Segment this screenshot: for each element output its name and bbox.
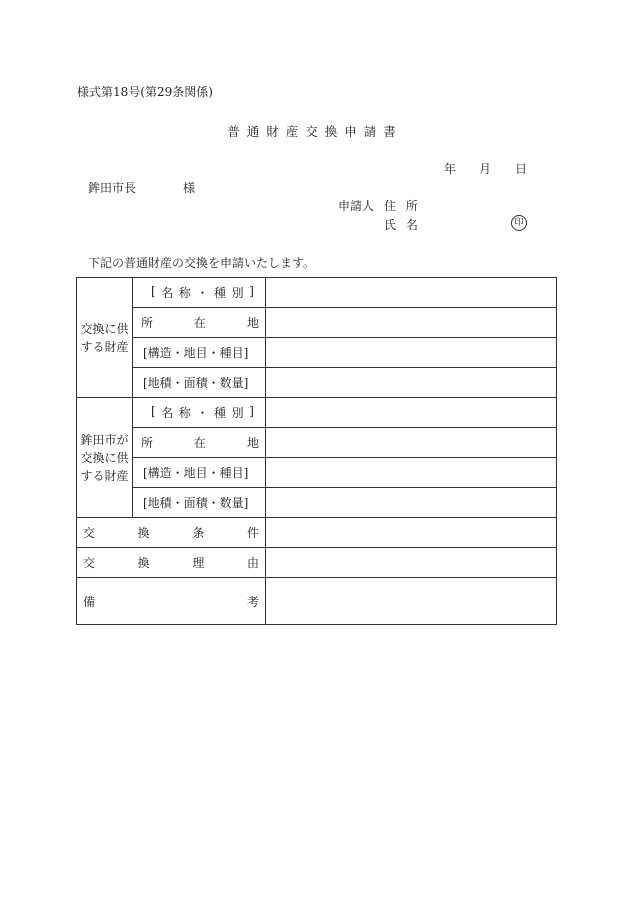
table-row (77, 368, 557, 398)
table-row (77, 308, 557, 338)
spread-label: [ 名 称 ・ 種 別 ] (151, 404, 254, 420)
value-cell-location[interactable] (266, 308, 557, 338)
table-row (77, 278, 557, 308)
address-label: 住 所 (384, 199, 421, 213)
row-label-remarks (77, 578, 266, 625)
value-cell-structure[interactable] (266, 338, 557, 368)
row-label-exchange-reason (77, 548, 266, 578)
group-offered-label-2: する財産 (80, 339, 129, 354)
spread-label: 交 換 理 由 (83, 556, 259, 570)
value-cell-name-type-2[interactable] (266, 398, 557, 428)
honorific: 様 (183, 181, 196, 195)
spread-label: [ 名 称 ・ 種 別 ] (151, 284, 254, 300)
row-label-name-type-2 (133, 398, 266, 428)
addressee: 鉾田市長 (88, 181, 137, 195)
date-day: 日 (515, 162, 528, 176)
name-label: 氏 名 (384, 218, 421, 232)
group-offered-property (77, 278, 133, 398)
seal-mark: 印 (511, 215, 527, 231)
value-cell-exchange-reason[interactable] (266, 548, 557, 578)
table-row (77, 488, 557, 518)
group-city-label-1: 鉾田市が (80, 432, 129, 447)
spread-label: 所 在 地 (141, 316, 259, 330)
group-city-label-3: する財産 (80, 468, 129, 483)
table-row (77, 458, 557, 488)
group-offered-label-1: 交換に供 (80, 321, 129, 336)
value-cell-name-type[interactable] (266, 278, 557, 308)
date-year: 年 (444, 162, 457, 176)
table-row (77, 548, 557, 578)
value-cell-exchange-conditions[interactable] (266, 518, 557, 548)
form-number: 様式第18号(第29条関係) (77, 85, 213, 99)
row-label-area-2: [地積・面積・数量] (133, 488, 266, 518)
value-cell-structure-2[interactable] (266, 458, 557, 488)
table-row (77, 518, 557, 548)
spread-label: 備 考 (83, 594, 259, 609)
row-label-exchange-conditions (77, 518, 266, 548)
spread-label: 交 換 条 件 (83, 526, 259, 540)
document-title: 普通財産交換申請書 (227, 124, 403, 139)
spread-label: 所 在 地 (141, 436, 259, 450)
row-label-area: [地積・面積・数量] (133, 368, 266, 398)
row-label-name-type (133, 278, 266, 308)
row-label-structure: [構造・地目・種目] (133, 338, 266, 368)
row-label-structure-2: [構造・地目・種目] (133, 458, 266, 488)
table-row (77, 578, 557, 625)
applicant-label: 申請人 (338, 199, 375, 213)
intro-text: 下記の普通財産の交換を申請いたします。 (88, 256, 316, 270)
table-row (77, 398, 557, 428)
row-label-location (133, 308, 266, 338)
group-city-label-2: 交換に供 (80, 450, 129, 465)
application-table (76, 277, 557, 625)
table-row (77, 338, 557, 368)
value-cell-area-2[interactable] (266, 488, 557, 518)
date-month: 月 (479, 162, 492, 176)
row-label-location-2 (133, 428, 266, 458)
table-row (77, 428, 557, 458)
value-cell-location-2[interactable] (266, 428, 557, 458)
value-cell-remarks[interactable] (266, 578, 557, 625)
group-city-property (77, 398, 133, 518)
value-cell-area[interactable] (266, 368, 557, 398)
